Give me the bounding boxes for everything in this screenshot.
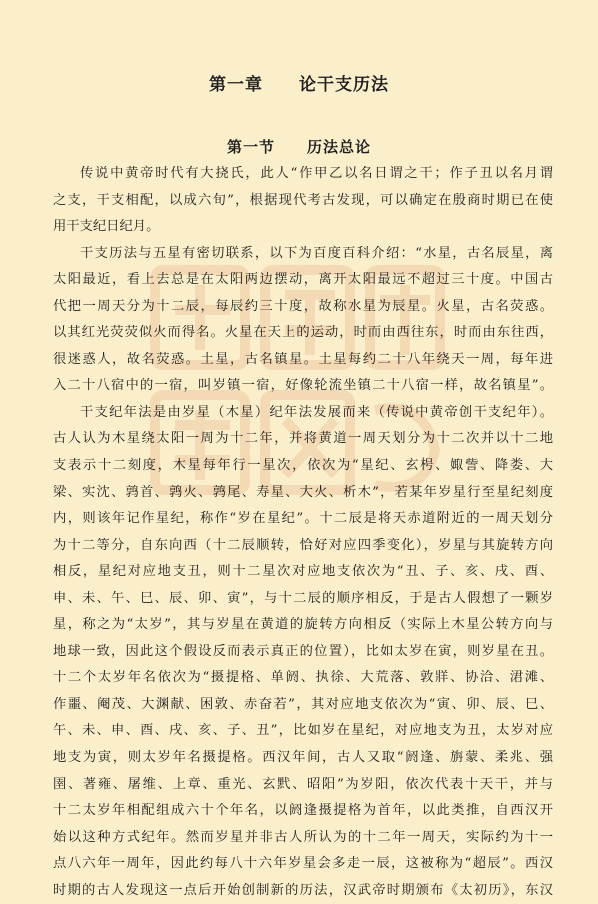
paragraph-line: 传说中黄帝时代有大挠氏，此人“作甲乙以名日谓之干；作子丑以名月谓 [80, 166, 553, 181]
paragraph-line: 时期的古人发现这一点后开始创制新的历法，汉武帝时期颁布《太初历》，东汉 [53, 882, 553, 898]
paragraph-line: 点八六年一周年，因此约每八十六年岁星会多走一辰，这被称为“超辰”。西汉 [53, 856, 553, 872]
paragraph-line: 支表示十二刻度，木星每年行一星次，依次为“星纪、玄枵、娵訾、降娄、大 [53, 458, 553, 474]
chapter-title: 第一章 论干支历法 [209, 75, 389, 95]
paragraph-line: 很迷惑人，故名荧惑。土星，古名镇星。土星每约二十八年绕天一周，每年进 [53, 351, 553, 367]
paragraph-line: 干支历法与五星有密切联系，以下为百度百科介绍：“水星，古名辰星，离 [80, 245, 553, 261]
paragraph-line: 干支纪年法是由岁星（木星）纪年法发展而来（传说中黄帝创干支纪年）。 [80, 404, 553, 420]
paragraph-line: 十二个太岁年名依次为“摄提格、单阏、执徐、大荒落、敦牂、协洽、涒滩、 [53, 670, 553, 686]
paragraph-line: 申、未、午、巳、辰、卯、寅”，与十二辰的顺序相反，于是古人假想了一颗岁 [53, 590, 553, 606]
paragraph-line: 以其红光荧荧似火而得名。火星在天上的运动，时而由西往东，时而由东往西， [53, 325, 553, 341]
paragraph-line: 圉、著雍、屠维、上章、重光、玄黓、昭阳”为岁阳，依次代表十天干，并与 [53, 776, 553, 792]
paragraph-line: 午、未、申、酉、戌、亥、子、丑”，比如岁在星纪，对应地支为丑，太岁对应 [53, 723, 553, 739]
section-title: 第一节 历法总论 [226, 138, 371, 156]
body-text [53, 161, 553, 904]
paragraph-line: 梁、实沈、鹑首、鹑火、鹑尾、寿星、大火、析木”，若某年岁星行至星纪刻度 [53, 484, 553, 500]
paragraph-line: 之支，干支相配，以成六旬”，根据现代考古发现，可以确定在殷商时期已在使 [53, 192, 553, 208]
paragraph-line: 用干支纪日纪月。 [53, 219, 160, 235]
paragraph-line: 地球一致，因此这个假设反而表示真正的位置），比如太岁在寅，则岁星在丑。 [53, 643, 553, 659]
paragraph-line: 入二十八宿中的一宿，叫岁镇一宿，好像轮流坐镇二十八宿一样，故名镇星”。 [53, 378, 553, 394]
paragraph-line: 星，称之为“太岁”，其与岁星在黄道的旋转方向相反（实际上木星公转方向与 [53, 617, 553, 633]
paragraph-line: 为十二等分，自东向西（十二辰顺转，恰好对应四季变化），岁星与其旋转方向 [53, 537, 553, 553]
paragraph-line: 作噩、阉茂、大渊献、困敦、赤奋若”，其对应地支依次为“寅、卯、辰、巳、 [53, 696, 553, 712]
paragraph-line: 十二太岁年相配组成六十个年名，以阏逢摄提格为首年，以此类推，自西汉开 [53, 803, 553, 819]
paragraph-line: 地支为寅，则太岁年名摄提格。西汉年间，古人又取“阏逢、旃蒙、柔兆、强 [53, 750, 553, 766]
paragraph-line: 太阳最近，看上去总是在太阳两边摆动，离开太阳最远不超过三十度。中国古 [53, 272, 553, 288]
paragraph-line: 始以这种方式纪年。然而岁星并非古人所认为的十二年一周天，实际约为十一 [53, 829, 553, 845]
paragraph-line: 代把一周天分为十二辰，每辰约三十度，故称水星为辰星。火星，古名荧惑。 [53, 298, 553, 314]
paragraph-line: 古人认为木星绕太阳一周为十二年，并将黄道一周天划分为十二次并以十二地 [53, 431, 553, 447]
paragraph-line: 相反，星纪对应地支丑，则十二星次对应地支依次为“丑、子、亥、戌、酉、 [53, 564, 553, 580]
paragraph-line: 内，则该年记作星纪，称作“岁在星纪”。十二辰是将天赤道附近的一周天划分 [53, 511, 553, 527]
